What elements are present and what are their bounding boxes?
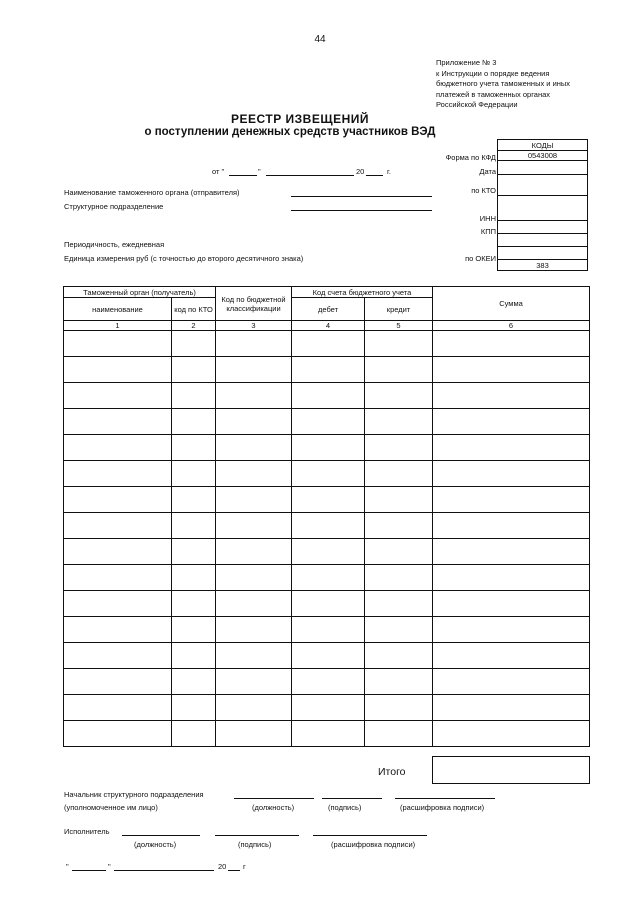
table-cell[interactable] [64,383,172,409]
table-cell[interactable] [172,539,216,565]
table-cell[interactable] [433,591,590,617]
kpp-code-cell[interactable] [498,234,588,247]
table-cell[interactable] [172,591,216,617]
executor-decoding-field[interactable] [313,835,427,836]
table-cell[interactable] [64,591,172,617]
table-cell[interactable] [216,695,292,721]
table-cell[interactable] [172,331,216,357]
executor-position-field[interactable] [122,835,200,836]
table-cell[interactable] [172,695,216,721]
table-cell[interactable] [292,409,365,435]
table-cell[interactable] [172,461,216,487]
codes-header: КОДЫ [498,140,588,151]
table-cell[interactable] [365,409,433,435]
col-number: 3 [216,321,292,331]
table-row [64,669,590,695]
table-cell[interactable] [433,539,590,565]
table-cell[interactable] [365,695,433,721]
table-cell[interactable] [216,331,292,357]
table-row [64,331,590,357]
table-row [64,357,590,383]
table-cell[interactable] [172,357,216,383]
table-cell[interactable] [64,487,172,513]
table-cell[interactable] [433,409,590,435]
table-row [64,487,590,513]
table-cell[interactable] [365,513,433,539]
table-cell[interactable] [365,539,433,565]
table-cell[interactable] [216,669,292,695]
inn-code-cell[interactable] [498,221,588,234]
table-cell[interactable] [292,487,365,513]
customs-body-field[interactable] [291,196,432,197]
register-table [63,286,590,747]
codes-box [497,139,588,271]
table-cell[interactable] [64,695,172,721]
sign-year-suffix: г [243,862,246,871]
decoding-caption-2: (расшифровка подписи) [331,840,416,849]
kpp-label: КПП [480,227,496,236]
executor-signature-field[interactable] [215,835,299,836]
table-cell[interactable] [64,617,172,643]
table-cell[interactable] [64,513,172,539]
year-prefix: 20 [356,167,365,176]
table-cell[interactable] [292,617,365,643]
head-decoding-field[interactable] [395,798,495,799]
table-cell[interactable] [292,331,365,357]
date-code-cell[interactable] [498,161,588,175]
table-cell[interactable] [64,357,172,383]
empty-code-cell[interactable] [498,196,588,221]
table-cell[interactable] [433,461,590,487]
table-cell[interactable] [433,487,590,513]
table-cell[interactable] [365,669,433,695]
date-quote-open: " [66,862,69,871]
table-cell[interactable] [64,565,172,591]
head-position-field[interactable] [234,798,314,799]
table-cell[interactable] [64,461,172,487]
table-cell[interactable] [216,539,292,565]
col-number: 4 [292,321,365,331]
table-cell[interactable] [433,695,590,721]
sum-header: Сумма [433,287,590,321]
form-label: Форма по КФД [445,153,496,162]
col-number: 6 [433,321,590,331]
appendix-line: бюджетного учета таможенных и иных [436,79,571,88]
table-cell[interactable] [172,721,216,747]
periodicity-label: Периодичность, ежедневная [64,240,165,249]
table-cell[interactable] [216,357,292,383]
table-cell[interactable] [433,383,590,409]
name-header: наименование [64,298,172,321]
table-cell[interactable] [433,513,590,539]
table-cell[interactable] [292,591,365,617]
year-field[interactable] [366,175,383,176]
table-row [64,565,590,591]
page-number: 44 [314,34,326,45]
table-cell[interactable] [172,565,216,591]
table-cell[interactable] [64,539,172,565]
table-cell[interactable] [292,435,365,461]
date-prefix: от " [212,167,225,176]
appendix-line: платежей в таможенных органах [436,89,551,99]
authorized-label: (уполномоченное им лицо) [64,803,158,812]
head-signature-field[interactable] [322,798,382,799]
date-quote: " [258,167,261,176]
decoding-caption: (расшифровка подписи) [400,803,485,812]
table-cell[interactable] [64,721,172,747]
table-cell[interactable] [292,695,365,721]
table-cell[interactable] [172,383,216,409]
day-field[interactable] [229,175,257,176]
date-quote-close: " [108,862,111,871]
kto-label: по КТО [471,186,496,195]
unit-label: Единица измерения руб (с точностью до второго десятичного знака) [64,254,304,263]
table-cell[interactable] [216,565,292,591]
table-cell[interactable] [365,331,433,357]
subdivision-label: Структурное подразделение [64,202,164,211]
table-cell[interactable] [292,513,365,539]
table-cell[interactable] [216,409,292,435]
table-row [64,435,590,461]
col-number: 2 [172,321,216,331]
customs-body-label: Наименование таможенного органа (отправителя) [64,188,240,197]
debit-header: дебет [292,298,365,321]
empty-code-cell-2[interactable] [498,247,588,260]
table-cell[interactable] [433,331,590,357]
kto-code-cell[interactable] [498,175,588,196]
year-suffix: г. [387,167,391,176]
date-code-label: Дата [479,167,496,176]
table-cell[interactable] [365,591,433,617]
table-cell[interactable] [172,487,216,513]
credit-header: кредит [365,298,433,321]
table-cell[interactable] [64,435,172,461]
table-cell[interactable] [292,383,365,409]
okei-code-value: 383 [498,260,588,271]
executor-label: Исполнитель [64,827,110,836]
sign-year-prefix: 20 [218,862,227,871]
table-cell[interactable] [172,643,216,669]
sign-year-field[interactable] [228,870,240,871]
table-cell[interactable] [172,513,216,539]
table-cell[interactable] [365,617,433,643]
appendix-line: Приложение № 3 [436,58,497,67]
table-row [64,643,590,669]
col-number: 5 [365,321,433,331]
table-cell[interactable] [433,435,590,461]
table-row [64,695,590,721]
table-cell[interactable] [64,331,172,357]
table-cell[interactable] [172,617,216,643]
table-cell[interactable] [292,721,365,747]
kto-header: код по КТО [172,298,216,321]
position-caption: (должность) [252,803,295,812]
form-code-value: 0543008 [498,151,588,161]
table-cell[interactable] [216,461,292,487]
okei-label: по ОКЕИ [465,254,496,263]
col-number: 1 [64,321,172,331]
table-row [64,409,590,435]
table-cell[interactable] [365,357,433,383]
table-cell[interactable] [292,539,365,565]
table-cell[interactable] [216,617,292,643]
appendix-note [436,58,570,111]
table-cell[interactable] [216,643,292,669]
sign-day-field[interactable] [72,870,106,871]
table-cell[interactable] [365,435,433,461]
document-subtitle: о поступлении денежных средств участников ВЭД [144,126,436,138]
table-cell[interactable] [433,669,590,695]
table-cell[interactable] [292,565,365,591]
table-cell[interactable] [433,643,590,669]
appendix-line: к Инструкции о порядке ведения [436,68,550,78]
table-row [64,591,590,617]
total-label: Итого [378,766,406,778]
table-cell[interactable] [216,721,292,747]
table-row [64,461,590,487]
table-cell[interactable] [64,669,172,695]
table-cell[interactable] [365,643,433,669]
account-group-header: Код счета бюджетного учета [292,287,433,298]
document-title: РЕЕСТР ИЗВЕЩЕНИЙ [230,112,369,126]
head-label: Начальник структурного подразделения [64,790,204,799]
table-cell[interactable] [365,721,433,747]
signature-caption-2: (подпись) [238,840,272,849]
table-cell[interactable] [216,591,292,617]
table-cell[interactable] [216,435,292,461]
table-cell[interactable] [216,383,292,409]
table-cell[interactable] [64,409,172,435]
table-cell[interactable] [292,669,365,695]
table-cell[interactable] [172,435,216,461]
table-cell[interactable] [433,721,590,747]
total-value-cell[interactable] [432,756,590,784]
table-row [64,383,590,409]
customs-group-header: Таможенный орган (получатель) [64,287,216,298]
table-row [64,513,590,539]
table-body [64,331,590,747]
table-cell[interactable] [365,565,433,591]
table-cell[interactable] [365,383,433,409]
table-cell[interactable] [433,565,590,591]
table-row [64,617,590,643]
table-row [64,539,590,565]
table-cell[interactable] [216,487,292,513]
table-cell[interactable] [292,357,365,383]
sign-month-field[interactable] [114,870,214,871]
month-field[interactable] [266,175,354,176]
subdivision-field[interactable] [291,210,432,211]
table-cell[interactable] [292,461,365,487]
table-cell[interactable] [433,617,590,643]
table-row [64,721,590,747]
table-cell[interactable] [172,669,216,695]
table-cell[interactable] [292,643,365,669]
table-cell[interactable] [64,643,172,669]
table-cell[interactable] [172,409,216,435]
table-cell[interactable] [216,513,292,539]
signature-caption: (подпись) [328,803,362,812]
inn-label: ИНН [479,214,496,223]
position-caption-2: (должность) [134,840,177,849]
budget-code-header: Код по бюджетной классификации [216,287,292,321]
table-cell[interactable] [365,461,433,487]
appendix-line: Российской Федерации [436,100,518,109]
table-cell[interactable] [365,487,433,513]
table-cell[interactable] [433,357,590,383]
